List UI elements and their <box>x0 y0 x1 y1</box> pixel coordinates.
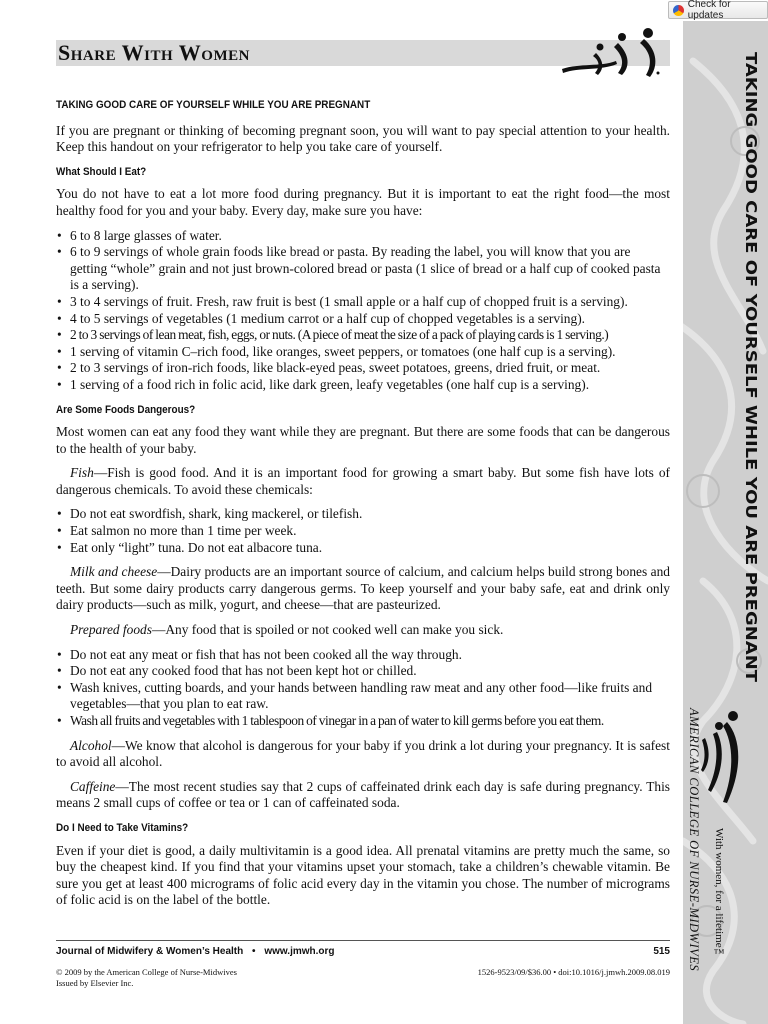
list-item: • 3 to 4 servings of fruit. Fresh, raw fruit is best (1 small apple or a half cup of chopped fruit is a serving). <box>56 294 670 311</box>
page-title: Share With Women <box>58 40 250 65</box>
journal-url[interactable]: www.jmwh.org <box>264 946 335 957</box>
prepared-paragraph <box>56 622 670 639</box>
section-heading-dangerous: Are Some Foods Dangerous? <box>56 403 196 416</box>
prepared-text: —Any food that is spoiled or not cooked well can make you sick. <box>151 622 504 638</box>
caffeine-label: Caffeine <box>70 778 116 794</box>
issued-line: Issued by Elsevier Inc. <box>56 978 134 988</box>
section-heading-eat: What Should I Eat? <box>56 165 147 178</box>
list-item: • 4 to 5 servings of vegetables (1 medium carrot or a half cup of chopped vegetables is a serving). <box>56 311 670 328</box>
eat-paragraph: You do not have to eat a lot more food during pregnancy. But it is important to eat the right food—the most healthy food for you and your baby. Every day, make sure you have: <box>56 186 670 218</box>
eat-list <box>56 228 670 394</box>
check-for-updates-label: Check for updates <box>687 0 731 21</box>
list-item: • Do not eat swordfish, shark, king mackerel, or tilefish. <box>56 506 670 523</box>
acnm-logo-icon <box>697 708 747 818</box>
list-item: • Eat only “light” tuna. Do not eat albacore tuna. <box>56 540 670 557</box>
article-body <box>56 97 670 917</box>
list-item: • Do not eat any cooked food that has not been kept hot or chilled. <box>56 663 670 680</box>
acnm-header-logo-icon <box>560 25 668 81</box>
milk-paragraph <box>56 564 670 614</box>
alcohol-text: —We know that alcohol is dangerous for your baby if you drink a lot during your pregnancy. It is safest to avoid all alcohol. <box>56 737 670 770</box>
alcohol-label: Alcohol <box>70 737 112 753</box>
list-item: • 2 to 3 servings of iron-rich foods, like black-eyed peas, sweet potatoes, greens, dried fruit, or meat. <box>56 360 670 377</box>
footer-rule <box>56 940 670 941</box>
footer <box>56 946 670 957</box>
crossmark-icon <box>673 5 684 16</box>
caffeine-paragraph <box>56 779 670 812</box>
side-tagline: With women, for a lifetime™ <box>713 828 725 960</box>
fish-label: Fish <box>70 465 94 481</box>
list-item: • Wash all fruits and vegetables with 1 tablespoon of vinegar in a pan of water to kill germs before you eat them. <box>56 713 670 730</box>
copyright-note <box>56 967 237 989</box>
fish-list <box>56 506 670 556</box>
vitamins-paragraph: Even if your diet is good, a daily multivitamin is a good idea. All prenatal vitamins are pretty much the same, so buy the cheapest kind. If you find that your vitamins upset your stomach, take a children’s chewable vitamin. Be sure you get at least 400 micrograms of folic acid every day in the vitamin you chose. The number of micrograms of folic acid is on the label of the bottle. <box>56 842 670 908</box>
list-item: • 6 to 9 servings of whole grain foods like bread or pasta. By reading the label, you will know that you are getting “whole” grain and not just brown-colored bread or pasta (1 slice of bread or a half cup of cooked pasta is a serving). <box>56 244 670 294</box>
prepared-list <box>56 647 670 730</box>
dangerous-paragraph: Most women can eat any food they want while they are pregnant. But there are some foods that can be dangerous to the health of your baby. <box>56 424 670 456</box>
doi-line: 1526-9523/09/$36.00 • doi:10.1016/j.jmwh.2009.08.019 <box>477 967 670 977</box>
caffeine-text: —The most recent studies say that 2 cups of caffeinated drink each day is safe during pregnancy. This means 2 small cups of coffee or tea or 1 can of caffeinated soda. <box>56 778 670 811</box>
list-item: • Do not eat any meat or fish that has not been cooked all the way through. <box>56 647 670 664</box>
fish-text: —Fish is good food. And it is an important food for growing a smart baby. But some fish have lots of dangerous chemicals. To avoid these chemicals: <box>56 465 670 497</box>
check-for-updates-button[interactable] <box>668 1 768 19</box>
copyright-line: © 2009 by the American College of Nurse-Midwives <box>56 967 237 977</box>
list-item: • Wash knives, cutting boards, and your hands between handling raw meat and any other food—like fruits and vegetables—that you plan to eat raw. <box>56 680 670 713</box>
list-item: • 6 to 8 large glasses of water. <box>56 228 670 245</box>
footer-bullet: • <box>252 946 256 957</box>
fish-paragraph <box>56 465 670 498</box>
list-item: • 1 serving of a food rich in folic acid, like dark green, leafy vegetables (one half cup is a serving). <box>56 377 670 394</box>
alcohol-paragraph <box>56 738 670 771</box>
intro-paragraph: If you are pregnant or thinking of becoming pregnant soon, you will want to pay special attention to your health. Keep this handout on your refrigerator to help you take care of yourself. <box>56 122 670 155</box>
milk-text: —Dairy products are an important source of calcium, and calcium helps build strong bones and teeth. But some dairy products carry dangerous germs. To keep yourself and your baby safe, eat and drink only dairy products—such as milk, yogurt, and cheese—that are pasteurized. <box>56 564 670 613</box>
side-title: TAKING GOOD CARE OF YOURSELF WHILE YOU ARE PREGNANT <box>741 52 760 683</box>
journal-name: Journal of Midwifery & Women’s Health <box>56 946 244 957</box>
list-item: • Eat salmon no more than 1 time per week. <box>56 523 670 540</box>
milk-label: Milk and cheese <box>70 564 158 580</box>
prepared-label: Prepared foods <box>70 622 152 638</box>
side-organization: AMERICAN COLLEGE OF NURSE-MIDWIVES <box>687 708 701 972</box>
page-number: 515 <box>653 946 670 957</box>
list-item: • 1 serving of vitamin C–rich food, like oranges, sweet peppers, or tomatoes (one half cup is a serving). <box>56 344 670 361</box>
list-item: • 2 to 3 servings of lean meat, fish, eggs, or nuts. (A piece of meat the size of a pack of playing cards is 1 serving.) <box>56 327 670 344</box>
section-heading-vitamins: Do I Need to Take Vitamins? <box>56 821 189 834</box>
article-title: TAKING GOOD CARE OF YOURSELF WHILE YOU ARE PREGNANT <box>56 99 371 111</box>
